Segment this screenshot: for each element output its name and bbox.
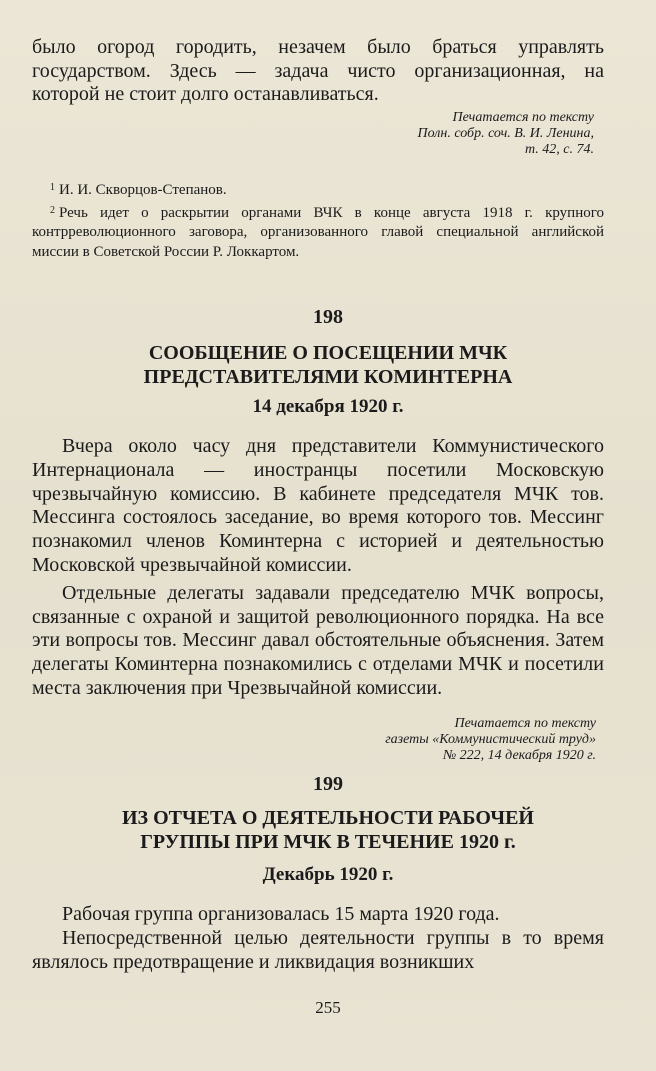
source-note-line: № 222, 14 декабря 1920 г. bbox=[442, 748, 596, 763]
footnotes bbox=[32, 178, 604, 262]
document-body bbox=[32, 435, 604, 701]
paragraph: Отдельные делегаты задавали председателю МЧК вопросы, связанные с охраной и защитой революционного порядка. На все эти вопросы тов. Мессинг давал обстоятельные объяснения. Затем делегаты Коминтерна познакомились с отделами МЧК и посетили места заключения при Чрезвычайной комиссии. bbox=[32, 581, 604, 699]
footnote bbox=[32, 178, 604, 201]
continuation-line: было огород городить, незачем было браться управлять bbox=[32, 36, 604, 58]
document-number: 199 bbox=[313, 773, 343, 795]
footnote-text: Речь идет о раскрытии органами ВЧК в конце августа 1918 г. крупного контрреволюционного заговора, организованного главой специальной английской миссии в Советской России Р. Локкартом. bbox=[32, 204, 604, 260]
paragraph: Непосредственной целью деятельности группы в то время являлось предотвращение и ликвидация возникших bbox=[32, 926, 604, 973]
continuation-line: которой не стоит долго останавливаться. bbox=[32, 83, 379, 106]
document-date: Декабрь 1920 г. bbox=[262, 864, 394, 885]
document-title-line: ГРУППЫ ПРИ МЧК В ТЕЧЕНИЕ 1920 г. bbox=[140, 831, 516, 853]
footnote-mark: 2 bbox=[50, 204, 55, 216]
source-note-line: газеты «Коммунистический труд» bbox=[385, 732, 596, 747]
document-title-line: ИЗ ОТЧЕТА О ДЕЯТЕЛЬНОСТИ РАБОЧЕЙ bbox=[122, 807, 534, 829]
source-note-line: Печатается по тексту bbox=[454, 716, 596, 731]
source-note-line: т. 42, с. 74. bbox=[525, 142, 594, 157]
continuation-line: государством. Здесь — задача чисто организационная, на bbox=[32, 59, 604, 82]
document-title-line: ПРЕДСТАВИТЕЛЯМИ КОМИНТЕРНА bbox=[143, 366, 513, 388]
source-note bbox=[385, 716, 596, 764]
document-title bbox=[0, 806, 656, 854]
source-note-line: Полн. собр. соч. В. И. Ленина, bbox=[417, 126, 594, 141]
footnote-text: И. И. Скворцов-Степанов. bbox=[59, 182, 227, 198]
document-number: 198 bbox=[313, 306, 343, 328]
paragraph: Вчера около часу дня представители Коммунистического Интернационала — иностранцы посетили Московскую чрезвычайную комиссию. В кабинете председателя МЧК тов. Мессинга состоялось заседание, во время которого тов. Мессинг познакомил членов Коминтерна с историей и деятельностью Московской чрезвычайной комиссии. bbox=[32, 435, 604, 576]
document-body bbox=[32, 903, 604, 974]
document-title bbox=[0, 341, 656, 389]
document-date: 14 декабря 1920 г. bbox=[252, 396, 404, 417]
source-note-line: Печатается по тексту bbox=[452, 110, 594, 125]
page-number: 255 bbox=[315, 998, 341, 1017]
continuation-text bbox=[32, 36, 604, 107]
footnote bbox=[32, 201, 604, 263]
paragraph: Рабочая группа организовалась 15 марта 1920 года. bbox=[62, 903, 500, 925]
footnote-mark: 1 bbox=[50, 182, 55, 193]
document-title-line: СООБЩЕНИЕ О ПОСЕЩЕНИИ МЧК bbox=[148, 342, 508, 364]
source-note bbox=[418, 110, 594, 158]
